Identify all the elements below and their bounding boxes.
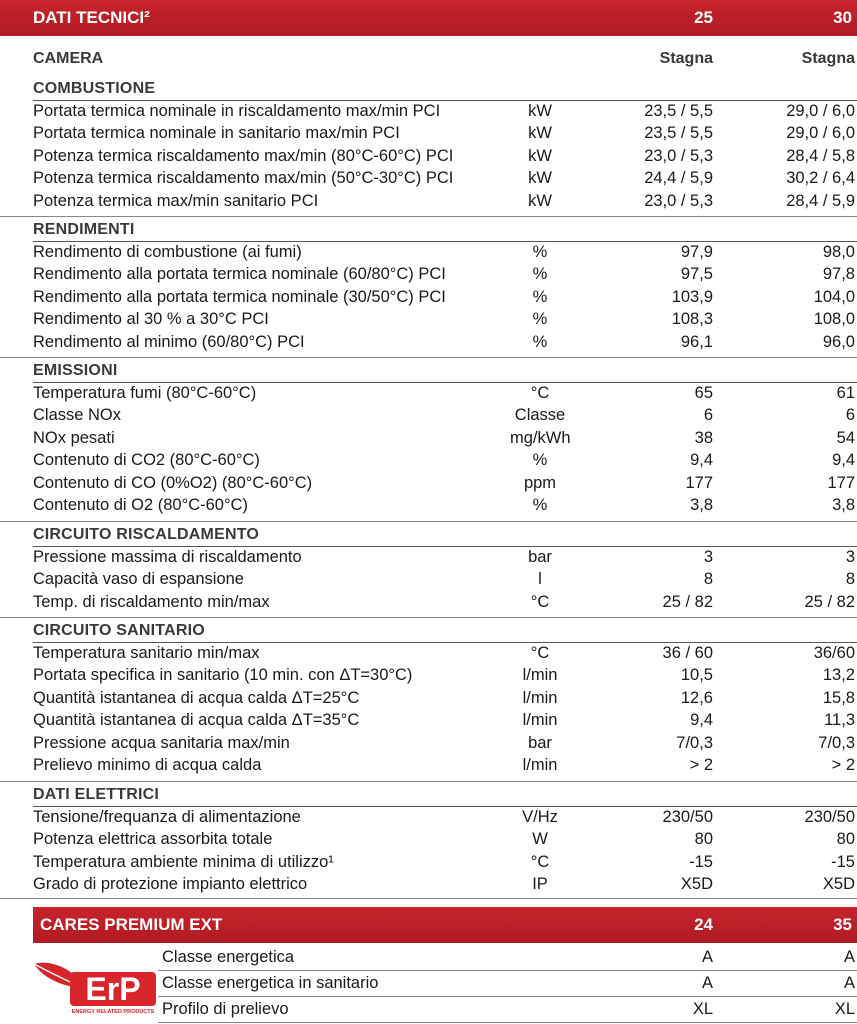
row-value-30: 61 (836, 384, 855, 402)
row-unit: kW (528, 124, 552, 143)
table-title: DATI TECNICI² (33, 8, 150, 27)
row-value-30: 29,0 / 6,0 (786, 124, 855, 143)
table-row (0, 264, 857, 286)
section-divider (0, 357, 857, 358)
row-value-30: 98,0 (822, 243, 855, 261)
row-value-30: 15,8 (822, 688, 855, 707)
row-value-30: X5D (822, 875, 855, 894)
table-row (0, 807, 857, 829)
row-label: Portata termica nominale in riscaldamento max/min PCI (33, 102, 441, 120)
erp-table-row (0, 946, 857, 970)
erp-row-value-35: A (843, 948, 855, 966)
row-unit: % (532, 332, 548, 351)
erp-row-label: Classe energetica in sanitario (162, 974, 379, 992)
row-label: Contenuto di CO2 (80°C-60°C) (33, 451, 260, 470)
row-value-30: 177 (827, 473, 855, 492)
row-unit: % (532, 496, 548, 514)
row-label: Temperatura sanitario min/max (33, 644, 260, 662)
section-title: EMISSIONI (33, 362, 118, 379)
row-value-30: 28,4 / 5,8 (786, 146, 855, 165)
table-row (0, 473, 857, 495)
row-label: Rendimento di combustione (ai fumi) (33, 243, 302, 261)
row-unit: bar (528, 733, 552, 752)
erp-title: CARES PREMIUM EXT (40, 915, 223, 934)
table-row (0, 643, 857, 665)
row-value-25: 23,5 / 5,5 (644, 124, 713, 143)
table-row (0, 733, 857, 755)
row-unit: IP (532, 875, 548, 894)
row-label: Portata specifica in sanitario (10 min. con ΔT=30°C) (33, 666, 413, 685)
row-label: Potenza termica riscaldamento max/min (50°C-30°C) PCI (33, 169, 454, 188)
section-divider (0, 521, 857, 522)
row-label: Potenza elettrica assorbita totale (33, 830, 273, 849)
row-label: NOx pesati (33, 428, 115, 447)
erp-row-value-24: XL (692, 1000, 713, 1018)
row-value-25: X5D (680, 875, 713, 894)
row-value-25: 103,9 (671, 287, 713, 306)
row-label: Temp. di riscaldamento min/max (33, 592, 270, 611)
table-row (0, 191, 857, 213)
table-row (0, 242, 857, 264)
row-value-30: 104,0 (813, 287, 855, 306)
row-value-25: 230/50 (662, 808, 713, 826)
section-divider (0, 216, 857, 217)
row-value-30: 28,4 / 5,9 (786, 191, 855, 210)
table-row (0, 495, 857, 517)
row-value-30: 8 (845, 570, 855, 589)
row-label: Rendimento alla portata termica nominale (60/80°C) PCI (33, 265, 446, 284)
erp-row-value-24: A (701, 974, 713, 992)
row-unit: Classe (514, 406, 566, 425)
table-row (0, 146, 857, 168)
row-unit: l/min (522, 756, 558, 774)
row-value-25: 8 (703, 570, 713, 589)
row-unit: bar (528, 548, 552, 566)
row-value-30: 9,4 (832, 451, 855, 470)
row-value-30: 54 (836, 428, 855, 447)
erp-row-divider (158, 970, 857, 971)
row-value-30: 6 (845, 406, 855, 425)
row-value-30: 230/50 (804, 808, 855, 826)
erp-logo-text: ErP (85, 971, 141, 1007)
row-label: Potenza termica riscaldamento max/min (80°C-60°C) PCI (33, 146, 454, 165)
row-value-25: 97,9 (680, 243, 713, 261)
row-value-30: 25 / 82 (804, 592, 855, 611)
row-unit: % (532, 243, 548, 261)
table-row (0, 874, 857, 896)
table-row (0, 428, 857, 450)
row-value-25: 24,4 / 5,9 (644, 169, 713, 188)
table-row (0, 168, 857, 190)
row-value-30: 108,0 (813, 310, 855, 329)
erp-row-value-24: A (701, 948, 713, 966)
table-row (0, 569, 857, 591)
row-unit: W (532, 830, 548, 849)
row-unit: °C (530, 592, 550, 611)
row-value-30: 3,8 (832, 496, 855, 514)
table-row (0, 309, 857, 331)
erp-column-header-24: 24 (694, 915, 713, 934)
row-value-25: 23,5 / 5,5 (644, 102, 713, 120)
section-divider (0, 898, 857, 899)
column-header-30: 30 (833, 8, 852, 27)
row-label: Pressione massima di riscaldamento (33, 548, 302, 566)
row-value-30: 29,0 / 6,0 (786, 102, 855, 120)
row-unit: % (532, 265, 548, 284)
row-label: Potenza termica max/min sanitario PCI (33, 191, 319, 210)
section-title: CIRCUITO SANITARIO (33, 622, 205, 639)
row-value-25: 23,0 / 5,3 (644, 191, 713, 210)
row-value-25: 108,3 (671, 310, 713, 329)
section-title: RENDIMENTI (33, 221, 135, 238)
row-unit: V/Hz (522, 808, 558, 826)
erp-row-value-35: XL (834, 1000, 855, 1018)
row-label: Portata termica nominale in sanitario max/min PCI (33, 124, 400, 143)
erp-row-value-35: A (843, 974, 855, 992)
row-value-25: 96,1 (680, 332, 713, 351)
row-value-25: 80 (694, 830, 713, 849)
row-value-30: 30,2 / 6,4 (786, 169, 855, 188)
erp-table-row (0, 972, 857, 996)
erp-row-label: Classe energetica (162, 948, 295, 966)
row-label: Contenuto di CO (0%O2) (80°C-60°C) (33, 473, 313, 492)
row-unit: kW (528, 146, 552, 165)
table-row (0, 688, 857, 710)
row-label: Temperatura ambiente minima di utilizzo¹ (33, 852, 334, 871)
row-label: Grado di protezione impianto elettrico (33, 875, 308, 894)
row-label: Quantità istantanea di acqua calda ΔT=35°C (33, 711, 360, 730)
row-unit: l/min (522, 666, 558, 685)
row-value-25: 65 (694, 384, 713, 402)
row-label: Tensione/frequanza di alimentazione (33, 808, 301, 826)
section-divider (0, 781, 857, 782)
column-header-25: 25 (694, 8, 713, 27)
table-row (0, 332, 857, 354)
section-title: DATI ELETTRICI (33, 786, 160, 803)
erp-row-divider (158, 996, 857, 997)
row-value-25: 6 (703, 406, 713, 425)
row-value-25: 38 (694, 428, 713, 447)
erp-column-header-35: 35 (833, 915, 852, 934)
row-label: Pressione acqua sanitaria max/min (33, 733, 290, 752)
row-label: Classe NOx (33, 406, 122, 425)
row-value-25: 3,8 (690, 496, 713, 514)
row-label: Prelievo minimo di acqua calda (33, 756, 262, 774)
row-value-30: > 2 (831, 756, 855, 774)
row-unit: °C (530, 852, 550, 871)
table-row (0, 450, 857, 472)
row-value-25: 25 / 82 (662, 592, 713, 611)
row-unit: kW (528, 102, 552, 120)
row-value-25: 177 (685, 473, 713, 492)
camera-value-30: Stagna (801, 50, 855, 67)
row-value-30: 36/60 (813, 644, 855, 662)
section-divider (0, 617, 857, 618)
camera-label: CAMERA (33, 50, 104, 67)
row-unit: l (538, 570, 542, 589)
section-title: CIRCUITO RISCALDAMENTO (33, 526, 260, 543)
table-row (0, 755, 857, 777)
row-value-25: -15 (689, 852, 713, 871)
row-value-30: 7/0,3 (818, 733, 855, 752)
row-unit: l/min (522, 688, 558, 707)
row-value-30: 3 (845, 548, 855, 566)
table-row (0, 852, 857, 874)
row-value-30: 11,3 (824, 711, 855, 730)
erp-table-row (0, 998, 857, 1022)
table-header (0, 0, 857, 36)
row-value-25: 36 / 60 (662, 644, 713, 662)
row-value-25: 12,6 (680, 688, 713, 707)
erp-header (33, 907, 857, 943)
row-label: Rendimento alla portata termica nominale (30/50°C) PCI (33, 287, 446, 306)
row-value-25: 97,5 (680, 265, 713, 284)
row-value-30: -15 (831, 852, 855, 871)
row-unit: °C (530, 644, 550, 662)
row-unit: ppm (523, 473, 557, 492)
row-value-25: 10,5 (680, 666, 713, 685)
table-row (0, 405, 857, 427)
row-unit: °C (530, 384, 550, 402)
row-unit: l/min (522, 711, 558, 730)
section-title: COMBUSTIONE (33, 80, 156, 97)
row-value-30: 97,8 (822, 265, 855, 284)
row-value-25: 7/0,3 (676, 733, 713, 752)
row-unit: kW (528, 191, 552, 210)
row-unit: kW (528, 169, 552, 188)
row-value-25: 23,0 / 5,3 (644, 146, 713, 165)
table-row (0, 383, 857, 405)
table-row (0, 547, 857, 569)
table-row (0, 829, 857, 851)
row-value-25: 9,4 (690, 451, 713, 470)
row-unit: % (532, 451, 548, 470)
row-unit: % (532, 287, 548, 306)
row-label: Rendimento al minimo (60/80°C) PCI (33, 332, 305, 351)
erp-row-divider (158, 1022, 857, 1023)
row-value-25: 3 (703, 548, 713, 566)
row-value-30: 80 (836, 830, 855, 849)
row-label: Quantità istantanea di acqua calda ΔT=25°C (33, 688, 360, 707)
table-row (0, 123, 857, 145)
row-label: Capacità vaso di espansione (33, 570, 244, 589)
row-label: Rendimento al 30 % a 30°C PCI (33, 310, 269, 329)
table-row (0, 665, 857, 687)
row-value-25: 9,4 (690, 711, 713, 730)
table-row (0, 710, 857, 732)
row-value-25: > 2 (689, 756, 713, 774)
row-value-30: 96,0 (822, 332, 855, 351)
table-row (0, 592, 857, 614)
table-row (0, 287, 857, 309)
camera-value-25: Stagna (659, 50, 713, 67)
table-row (0, 101, 857, 123)
erp-row-label: Profilo di prelievo (162, 1000, 289, 1018)
row-unit: mg/kWh (510, 428, 571, 447)
row-unit: % (532, 310, 548, 329)
row-value-30: 13,2 (822, 666, 855, 685)
row-label: Temperatura fumi (80°C-60°C) (33, 384, 257, 402)
row-label: Contenuto di O2 (80°C-60°C) (33, 496, 248, 514)
erp-logo-caption: ENERGY RELATED PRODUCTS (71, 1009, 155, 1015)
